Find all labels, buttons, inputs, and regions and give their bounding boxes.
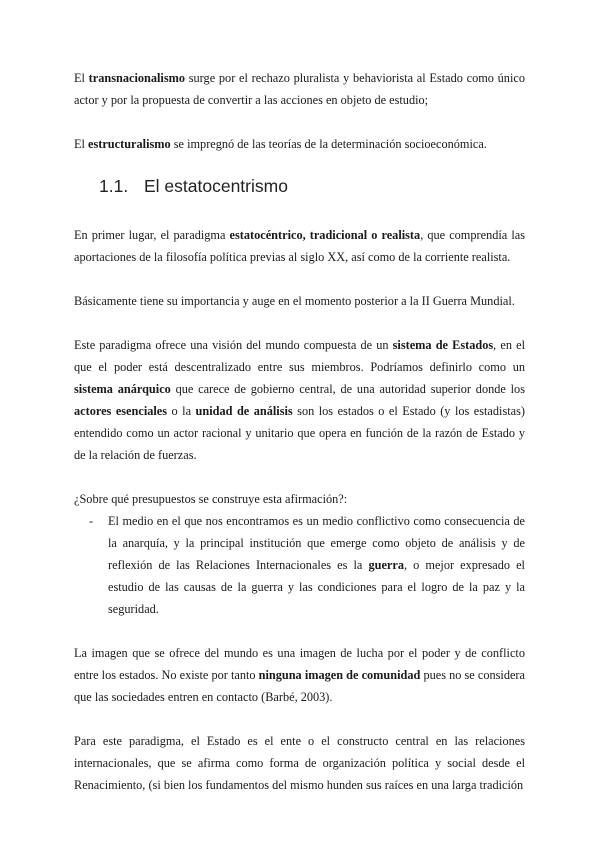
text: El — [74, 71, 89, 85]
text: que carece de gobierno central, de una autoridad superior donde los — [170, 382, 525, 396]
paragraph-transnacionalismo — [74, 67, 525, 111]
dash-list — [74, 510, 525, 620]
term-unidad-analisis: unidad de análisis — [195, 404, 293, 418]
section-heading — [99, 173, 525, 199]
list-marker: - — [89, 514, 94, 528]
text: surge por el rechazo pluralista y behaviorista al Estado como único actor y por la propuesta de convertir a las acciones en objeto de estudio; — [74, 71, 525, 107]
text: La imagen que se ofrece del mundo es una imagen de lucha por el poder y de conflicto entre los estados. No existe por tanto — [74, 646, 525, 682]
text: son los estados o el Estado (y los estadistas) entendido como un actor racional y unitario que opera en función de la razón de Estado y de la relación de fuerzas. — [74, 404, 525, 462]
paragraph-estructuralismo — [74, 133, 525, 155]
term-actores-esenciales: actores esenciales — [74, 404, 168, 418]
text: , en el que el poder está descentralizado entre sus miembros. Podríamos definirlo como un — [74, 338, 525, 374]
text: , que comprendía las aportaciones de la filosofía política previas al siglo XX, así como de la corriente realista. — [74, 228, 525, 264]
paragraph-estado-ente — [74, 730, 525, 796]
term-guerra: guerra — [368, 558, 404, 572]
text: Básicamente tiene su importancia y auge en el momento posterior a la II Guerra Mundial. — [74, 294, 515, 308]
paragraph-paradigma — [74, 224, 525, 268]
paragraph-importancia — [74, 290, 525, 312]
text: pues no se considera que las sociedades entren en contacto (Barbé, 2003). — [74, 668, 525, 704]
paragraph-sistema-estados — [74, 334, 525, 466]
term-sistema-estados: sistema de Estados — [392, 338, 494, 352]
paragraph-imagen-mundo — [74, 642, 525, 708]
text: En primer lugar, el paradigma — [74, 228, 230, 242]
text: ¿Sobre qué presupuestos se construye esta afirmación?: — [74, 492, 348, 506]
text: se impregnó de las teorías de la determinación socioeconómica. — [170, 137, 487, 151]
section-number: 1.1. — [99, 176, 129, 196]
list-item — [89, 510, 525, 620]
text: El — [74, 137, 89, 151]
paragraph-pregunta — [74, 488, 525, 510]
text: El medio en el que nos encontramos es un medio conflictivo como consecuencia de la anarquía, y la principal institución que emerge como objeto de análisis y de reflexión de las Relaciones Internacionales es la — [108, 514, 525, 572]
text: o la — [167, 404, 196, 418]
text: Este paradigma ofrece una visión del mundo compuesta de un — [74, 338, 393, 352]
term-ninguna-imagen-comunidad: ninguna imagen de comunidad — [258, 668, 421, 682]
section-title: El estatocentrismo — [144, 176, 288, 196]
term-transnacionalismo: transnacionalismo — [88, 71, 186, 85]
term-sistema-anarquico: sistema anárquico — [74, 382, 171, 396]
term-estatocentrico: estatocéntrico, tradicional o realista — [229, 228, 421, 242]
text: Para este paradigma, el Estado es el ente o el constructo central en las relaciones internacionales, que se afirma como forma de organización política y social desde el Renacimiento, (si bien los fundamentos del mismo hunden sus raíces en una larga tradición — [74, 734, 525, 792]
text: , o mejor expresado el estudio de las causas de la guerra y las condiciones para el logro de la paz y la seguridad. — [108, 558, 525, 616]
term-estructuralismo: estructuralismo — [88, 137, 171, 151]
